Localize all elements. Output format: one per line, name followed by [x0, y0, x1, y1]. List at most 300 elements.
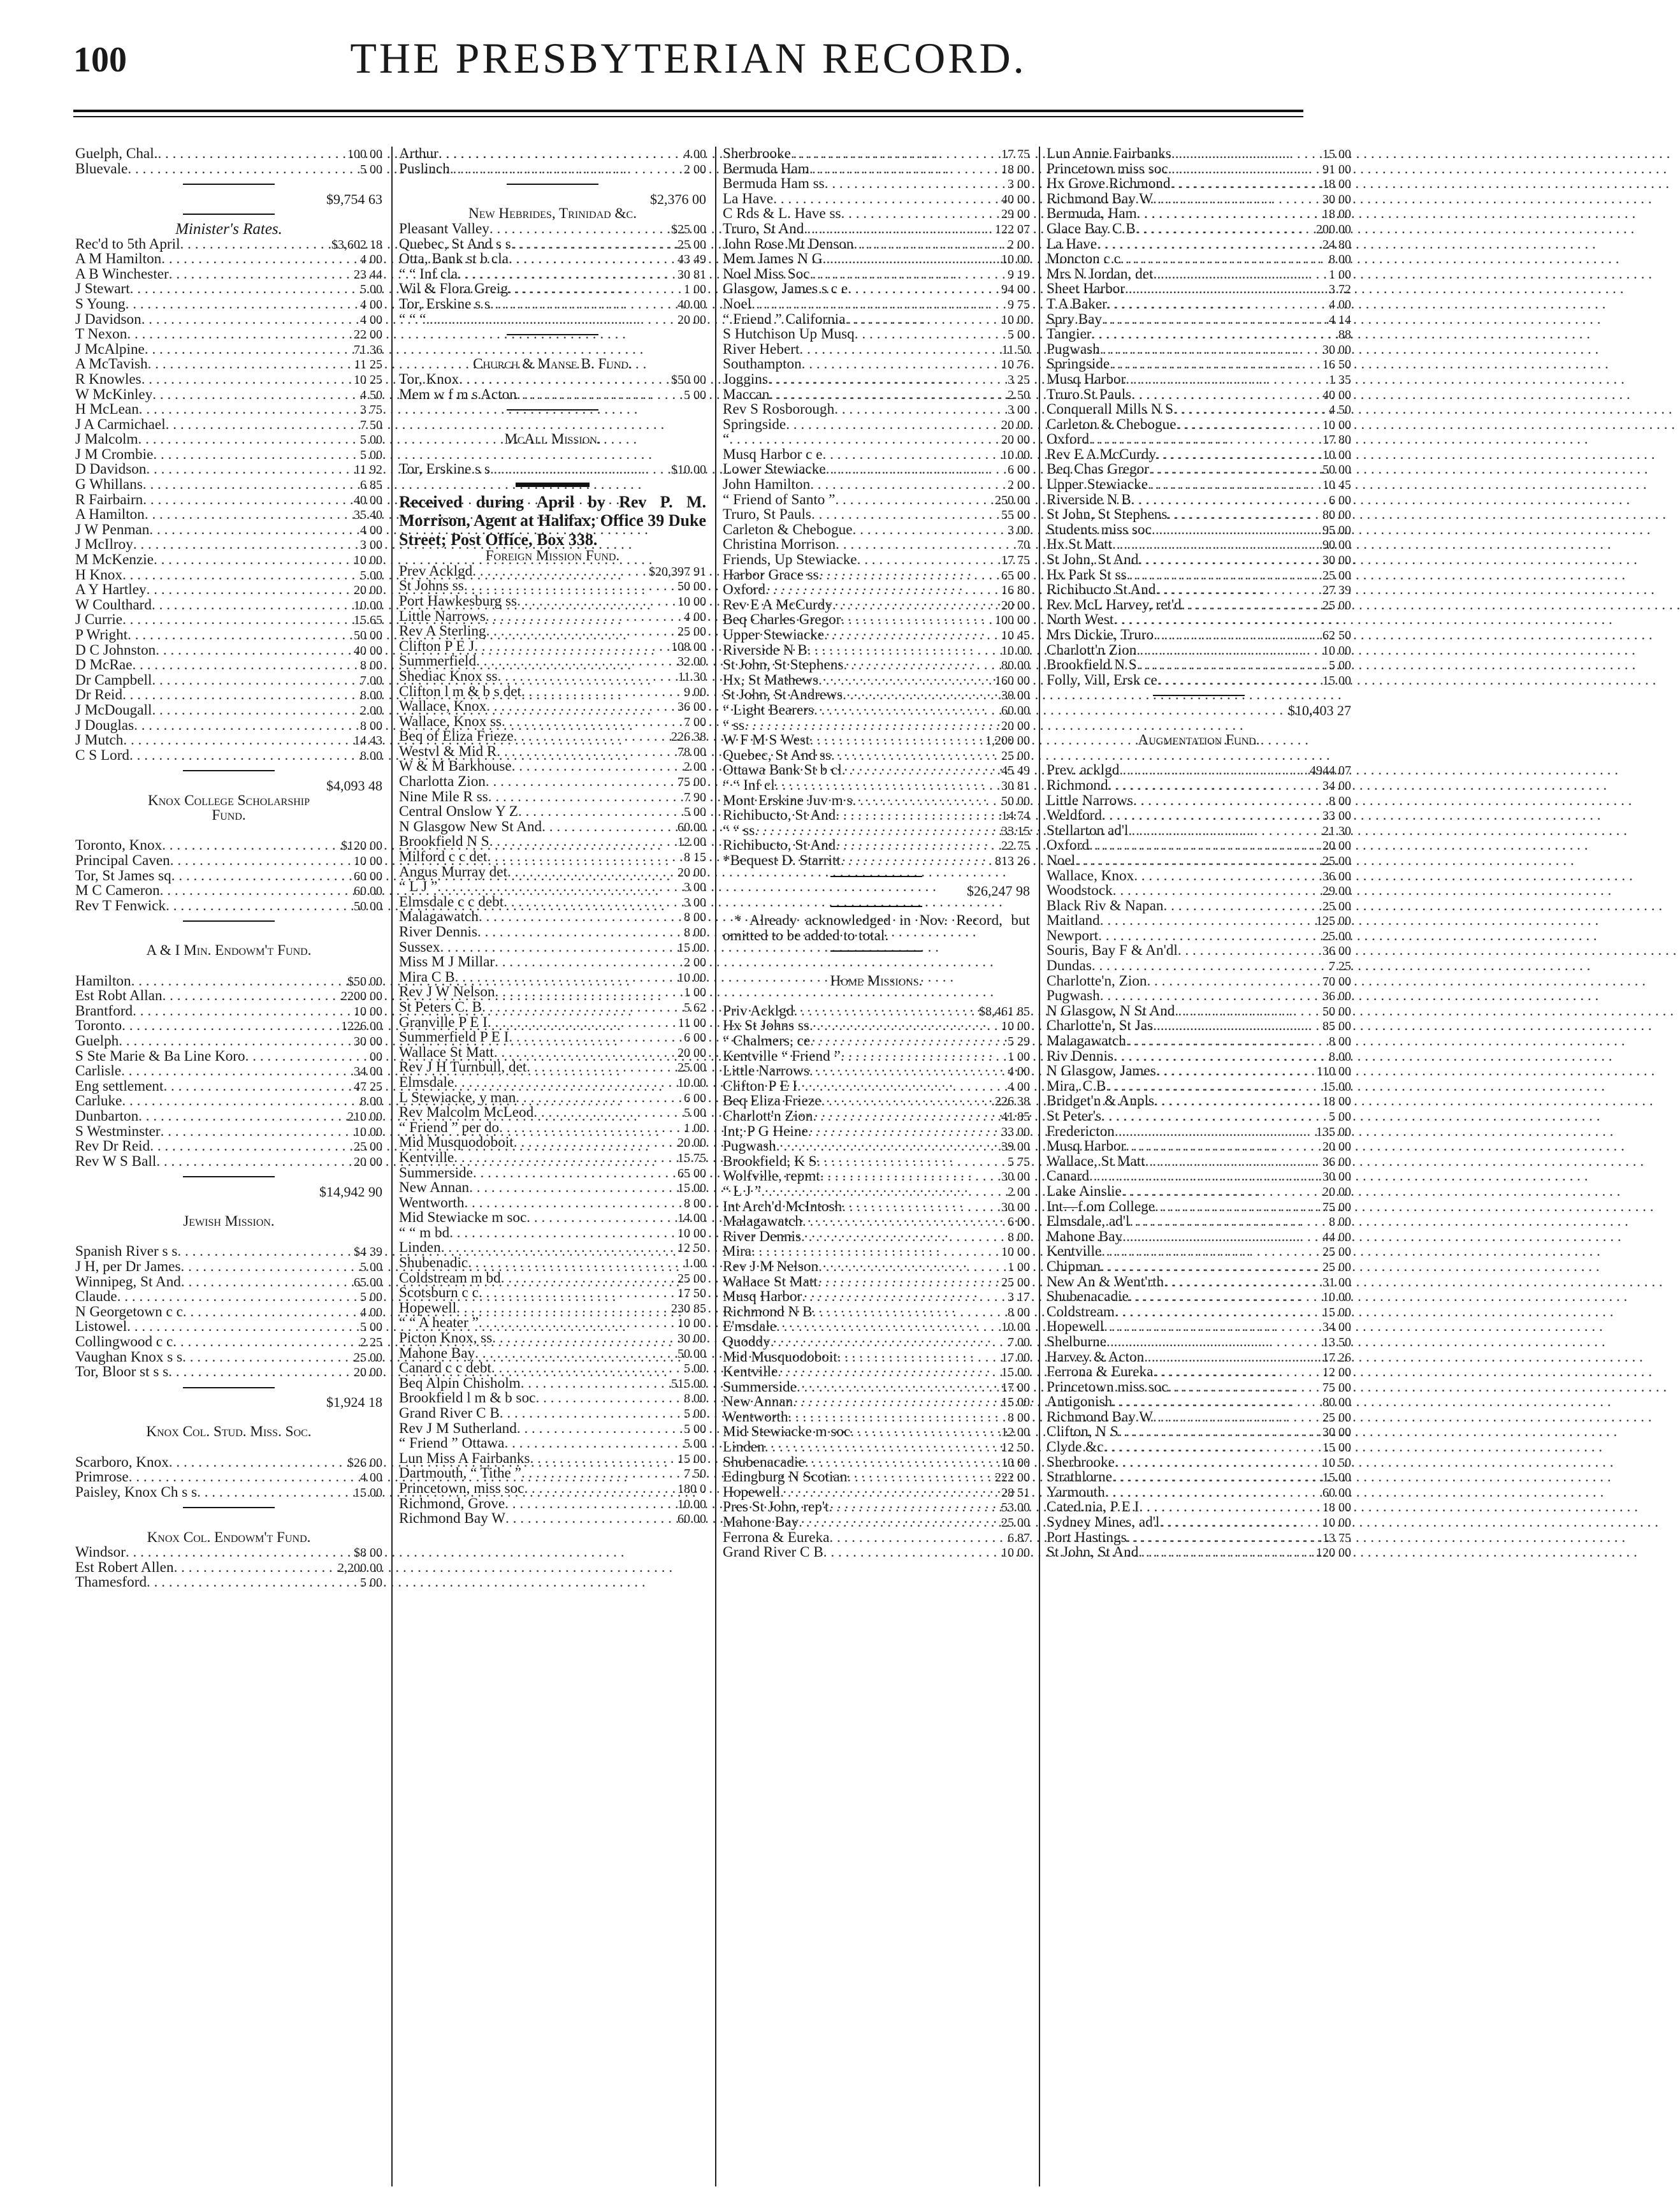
ledger-entry — [723, 1485, 1030, 1501]
entry-amount: 30 00 — [1001, 1200, 1030, 1214]
entry-label: S Ste Marie & Ba Line Koro — [75, 1047, 245, 1065]
entry-amount: 18 00 — [1322, 1501, 1351, 1515]
ledger-entry — [1046, 553, 1351, 568]
ledger-entry — [723, 388, 1030, 403]
entry-label: Kentville — [1046, 1243, 1102, 1260]
leader-dots — [1167, 507, 1322, 523]
leader-dots — [805, 1455, 1001, 1471]
entry-amount: 1 35 — [1329, 372, 1351, 387]
entry-label: C S Lord — [75, 746, 130, 764]
entry-amount: 20 00 — [677, 312, 706, 327]
ledger-entry — [1046, 1169, 1351, 1184]
entry-label: “ Friend ” per do — [399, 1119, 500, 1136]
ledger-entry — [723, 778, 1030, 794]
ledger-entry — [75, 1455, 382, 1471]
leader-dots — [122, 688, 360, 703]
entry-label: Truro, St Pauls — [723, 506, 811, 523]
entry-label: Antigonish — [1046, 1393, 1113, 1411]
entry-label: Pugwash — [1046, 340, 1100, 358]
ledger-entry — [75, 1275, 382, 1290]
leader-dots — [1091, 327, 1338, 342]
entry-amount: 25 00 — [1322, 854, 1351, 868]
entry-amount: 55 00 — [1001, 508, 1030, 523]
entry-amount: 16 50 — [1322, 358, 1351, 372]
leader-dots — [123, 733, 354, 748]
entry-label: Richmond — [1046, 776, 1108, 794]
entry-label: Malagawatch — [723, 1213, 802, 1230]
entry-label: “ Friend ” California — [723, 310, 846, 328]
entry-amount: 10 00 — [677, 1497, 706, 1511]
leader-dots — [788, 1410, 1008, 1425]
ledger-entry — [75, 1019, 382, 1034]
entry-label: “ L J ” — [723, 1182, 762, 1200]
entry-label: Wallace, Knox ss — [399, 713, 502, 730]
entry-amount: 30 81 — [1001, 778, 1030, 793]
entry-amount: 10 50 — [1322, 1455, 1351, 1470]
agent-notice: Received during April by Rev P. M. Morrison, Agent at Halifax; Office 39 Duke Street; Post Office, Box 338. — [399, 492, 706, 549]
entry-label: Miss M J Millar — [399, 954, 495, 971]
entry-label: Elmsdale — [399, 1073, 454, 1091]
entry-label: “ “ Inf cl — [723, 776, 775, 794]
entry-amount: 94 00 — [1001, 282, 1030, 297]
leader-dots — [1101, 1109, 1329, 1124]
leader-dots — [141, 312, 360, 328]
entry-amount: 12 00 — [677, 835, 706, 850]
entry-amount: 18 00 — [1001, 162, 1030, 177]
entry-amount: 1,200 00 — [985, 734, 1030, 748]
ledger-entry — [75, 1109, 382, 1124]
ledger-entry — [1046, 493, 1351, 508]
ledger-entry — [1046, 808, 1351, 824]
ledger-entry — [399, 1406, 706, 1421]
entry-label: Spry Bay — [1046, 310, 1102, 328]
ledger-entry — [723, 402, 1030, 418]
ledger-entry — [1046, 1184, 1351, 1200]
entry-amount: 50 00 — [354, 629, 382, 643]
entry-label: Rev E A McCurdy — [1046, 446, 1156, 463]
leader-dots — [791, 147, 1001, 162]
leader-dots — [802, 357, 1001, 372]
leader-dots — [122, 1094, 360, 1109]
entry-label: Malagawatch — [1046, 1033, 1126, 1050]
leader-dots — [1156, 447, 1322, 463]
ledger-entry — [1046, 147, 1351, 162]
leader-dots — [832, 598, 1001, 613]
ledger-entry — [1046, 507, 1351, 523]
entry-amount: 20 00 — [677, 1136, 706, 1151]
entry-label: Milford c c det — [399, 848, 488, 866]
entry-label: Newport — [1046, 927, 1099, 944]
leader-dots — [786, 418, 1001, 433]
entry-label: Truro, St And — [723, 220, 804, 237]
ledger-entry — [723, 297, 1030, 312]
entry-amount: 10 45 — [1322, 478, 1351, 493]
entry-label: Clifton l m & b s det — [399, 683, 521, 700]
ledger-entry — [75, 342, 382, 358]
entry-label: Wentworth — [723, 1408, 788, 1425]
entry-amount: 4 00 — [360, 1305, 382, 1320]
leader-dots — [799, 342, 1001, 358]
entry-label: Hamilton — [75, 972, 131, 989]
ledger-entry — [723, 1290, 1030, 1305]
entry-label: Summerfield — [399, 653, 477, 670]
entry-label: Int—f.om College — [1046, 1198, 1155, 1215]
leader-dots — [1089, 432, 1322, 447]
leader-dots — [139, 402, 360, 418]
entry-label: Pleasant Valley — [399, 220, 489, 237]
entry-amount: 20 00 — [1322, 1184, 1351, 1199]
entry-label: A McTavish — [75, 356, 148, 373]
page-number: 100 — [73, 40, 127, 80]
leader-dots — [489, 834, 677, 850]
leader-dots — [836, 537, 1017, 553]
entry-label: New Annan — [399, 1179, 470, 1196]
ledger-entry — [723, 267, 1030, 282]
entry-amount: 25 00 — [1322, 929, 1351, 943]
entry-label: Rev Dr Reid — [75, 1138, 150, 1155]
entry-label: S Westminster — [75, 1123, 161, 1140]
ledger-entry — [75, 883, 382, 899]
entry-amount: 8 00 — [1329, 1215, 1351, 1230]
leader-dots — [509, 1030, 684, 1045]
entry-label: “ Chalmers, ce — [723, 1033, 811, 1050]
entry-label: Little Narrows — [723, 1063, 809, 1080]
leader-dots — [197, 1485, 354, 1501]
ledger-entry — [723, 824, 1030, 839]
entry-label: Elmsdale, ad'l — [1046, 1213, 1130, 1230]
leader-dots — [171, 869, 354, 884]
leader-dots — [1122, 1184, 1322, 1200]
leader-dots — [131, 974, 347, 989]
ledger-entry — [723, 568, 1030, 583]
leader-dots — [500, 1406, 684, 1421]
leader-dots — [517, 388, 684, 403]
entry-amount: 10 76 — [1001, 358, 1030, 372]
leader-dots — [841, 613, 995, 628]
ledger-entry — [75, 1004, 382, 1019]
leader-dots — [426, 312, 677, 328]
entry-amount: 15 00 — [354, 1485, 382, 1500]
entry-amount: 50 00 — [1322, 463, 1351, 477]
entry-label: Harbor Grace ss — [723, 566, 819, 583]
entry-label: Friends, Up Stewiacke — [723, 551, 857, 569]
entry-amount: 14 00 — [677, 1211, 706, 1226]
ledger-entry — [399, 834, 706, 850]
ledger-entry — [1046, 297, 1351, 312]
leader-dots — [824, 628, 1001, 643]
entry-label: Woodstock — [1046, 882, 1113, 899]
ledger-entry — [723, 1184, 1030, 1200]
entry-amount: 65 00 — [677, 1166, 706, 1181]
leader-dots — [823, 252, 1002, 267]
section-rule — [723, 943, 1030, 959]
entry-amount: 6 85 — [360, 478, 382, 493]
entry-label: W Coulthard — [75, 596, 152, 613]
ledger-entry — [399, 1331, 706, 1346]
spacer — [75, 1200, 382, 1215]
entry-amount: 36 00 — [1322, 944, 1351, 959]
entry-label: Bermuda Ham ss — [723, 175, 825, 193]
leader-dots — [829, 1500, 1002, 1515]
entry-label: Granville P E I — [399, 1014, 488, 1031]
leader-dots — [454, 1075, 677, 1091]
ledger-entry — [723, 1079, 1030, 1094]
entry-label: Picton Knox, ss — [399, 1330, 493, 1347]
section-total: $9,754 63 — [326, 191, 382, 207]
entry-label: W & M Barkhouse — [399, 758, 512, 775]
entry-label: Canard — [1046, 1168, 1089, 1185]
ledger-entry — [75, 388, 382, 403]
leader-dots — [145, 507, 354, 523]
ledger-entry — [399, 267, 706, 282]
entry-label: Mid Stewiacke m soc — [399, 1209, 527, 1226]
entry-label: Central Onslow Y Z — [399, 803, 518, 820]
ledger-entry — [723, 808, 1030, 824]
ledger-entry — [1046, 177, 1351, 192]
entry-label: P Wright — [75, 627, 128, 643]
entry-amount: 50 00 — [677, 579, 706, 594]
ledger-entry — [75, 1485, 382, 1501]
entry-label: Mira — [723, 1243, 752, 1260]
ledger-entry — [1046, 899, 1351, 914]
entry-label: A Y Hartley — [75, 581, 147, 599]
leader-dots — [503, 895, 684, 910]
ledger-entry — [75, 1260, 382, 1275]
ledger-entry — [75, 507, 382, 523]
entry-label: Lower Stewiacke — [723, 461, 826, 478]
leader-dots — [831, 748, 1001, 764]
entry-amount: 12 50 — [1001, 1441, 1030, 1455]
column-2 — [399, 147, 706, 2186]
entry-label: Riverside N B — [723, 641, 807, 658]
leader-dots — [812, 1305, 1008, 1320]
entry-label: Est Robert Allen — [75, 1559, 174, 1576]
leader-dots — [173, 1335, 360, 1350]
entry-amount: 15 00 — [1322, 1079, 1351, 1094]
entry-amount: 75 00 — [1322, 1200, 1351, 1214]
leader-dots — [807, 643, 1001, 658]
entry-amount: 70 00 — [1322, 974, 1351, 989]
leader-dots — [1154, 1094, 1322, 1109]
leader-dots — [514, 729, 671, 745]
ledger-entry — [723, 372, 1030, 388]
ledger-entry — [1046, 1365, 1351, 1380]
ledger-entry — [399, 462, 706, 477]
leader-dots — [122, 568, 360, 583]
entry-label: Mem w f m s Acton — [399, 386, 517, 403]
leader-dots — [1173, 402, 1329, 418]
leader-dots — [477, 925, 684, 940]
ledger-entry — [723, 418, 1030, 433]
ledger-entry — [1046, 583, 1351, 598]
entry-label: Glasgow, James s c e — [723, 280, 848, 298]
entry-amount: 75 00 — [1322, 1380, 1351, 1395]
entry-label: Bridget'n & Anpls — [1046, 1093, 1155, 1110]
entry-amount: 15 00 — [1322, 673, 1351, 688]
entry-amount: 24 80 — [1322, 237, 1351, 252]
entry-label: Malagawatch — [399, 908, 479, 926]
entry-label: Beq Charles Gregor — [723, 611, 841, 629]
entry-label: Shubenacadie — [1046, 1288, 1129, 1305]
entry-amount: 25 00 — [1001, 1275, 1030, 1290]
entry-amount: 12 50 — [677, 1241, 706, 1256]
leader-dots — [163, 989, 341, 1004]
entry-amount: 36 00 — [677, 700, 706, 715]
leader-dots — [490, 297, 677, 312]
ledger-entry — [399, 1000, 706, 1015]
entry-label: R Fairbairn — [75, 491, 143, 508]
leader-dots — [811, 507, 1001, 523]
leader-dots — [1177, 418, 1323, 433]
ledger-entry — [723, 1214, 1030, 1230]
ledger-entry — [399, 850, 706, 865]
section-rule — [75, 207, 382, 222]
entry-label: Hx, St Mathews — [723, 671, 819, 688]
entry-label: Arthur — [399, 145, 438, 162]
leader-dots — [1134, 869, 1322, 884]
ledger-entry — [723, 447, 1030, 463]
entry-amount: 30 00 — [1322, 192, 1351, 207]
entry-amount: 40 00 — [354, 643, 382, 658]
entry-label: Quebec, St And ss — [723, 746, 832, 764]
entry-label: Clifton P E J — [399, 637, 475, 655]
entry-label: Princetown miss soc — [1046, 160, 1168, 177]
header-rule-thick — [73, 110, 1303, 112]
entry-label: Pugwash — [723, 1138, 776, 1155]
leader-dots — [1108, 778, 1322, 794]
ledger-entry — [1046, 432, 1351, 447]
entry-amount: 8 00 — [1329, 794, 1351, 808]
ledger-entry — [75, 1350, 382, 1365]
ledger-entry — [1046, 1395, 1351, 1410]
entry-amount: 10 00 — [354, 1124, 382, 1139]
leader-dots — [853, 237, 1008, 252]
entry-amount: 10 00 — [1001, 1455, 1030, 1470]
entry-amount: 25 00 — [1001, 748, 1030, 763]
entry-label: Ferrona & Eureka — [1046, 1363, 1154, 1381]
ledger-entry — [399, 1181, 706, 1196]
entry-amount: 33 00 — [1322, 809, 1351, 824]
entry-amount: 2 25 — [360, 1335, 382, 1349]
entry-label: Souris, Bay F & An'dl — [1046, 942, 1178, 959]
entry-amount: 813 26 — [995, 854, 1030, 868]
entry-amount: 2 00 — [684, 162, 706, 177]
entry-label: J Douglas — [75, 716, 134, 734]
leader-dots — [486, 699, 677, 715]
ledger-entry — [723, 733, 1030, 748]
ledger-entry — [1046, 447, 1351, 463]
entry-label: Hopewell — [399, 1299, 457, 1316]
leader-dots — [437, 880, 684, 895]
entry-label: Rev S Rosborough — [723, 401, 835, 418]
ledger-entry — [75, 237, 382, 252]
spacer — [1046, 748, 1351, 764]
entry-label: Quoddy — [723, 1333, 771, 1350]
leader-dots — [524, 1481, 677, 1497]
ledger-entry — [723, 763, 1030, 778]
leader-dots — [458, 267, 677, 282]
leader-dots — [809, 733, 985, 748]
entry-amount: 4 50 — [360, 388, 382, 402]
ledger-entry — [399, 1015, 706, 1031]
ledger-entry — [75, 838, 382, 854]
entry-label: Oxford — [1046, 431, 1089, 448]
ledger-entry — [399, 940, 706, 956]
entry-amount: 20 00 — [354, 1154, 382, 1169]
entry-label: S Hutchison Up Musq — [723, 326, 855, 343]
leader-dots — [148, 357, 354, 372]
entry-label: Conquerall Mills N S — [1046, 401, 1174, 418]
entry-label: N Georgetown c c — [75, 1303, 183, 1320]
section-heading: Home Missions. — [830, 972, 923, 989]
entry-label: *Bequest D. Starritt — [723, 852, 841, 869]
entry-label: Tor, Erskine s s — [399, 295, 490, 312]
ledger-entry — [1046, 1500, 1351, 1515]
entry-label: J McDougall — [75, 701, 152, 718]
ledger-entry — [1046, 1049, 1351, 1065]
leader-dots — [126, 297, 360, 312]
entry-label: Dr Campbell — [75, 671, 152, 688]
ledger-entry — [1046, 462, 1351, 477]
entry-label: Moncton c c — [1046, 251, 1120, 268]
ledger-entry — [1046, 523, 1351, 538]
section-rule — [723, 869, 1030, 884]
entry-amount: 25 00 — [354, 1140, 382, 1154]
ledger-entry — [75, 989, 382, 1004]
entry-amount: 50 00 — [1322, 1004, 1351, 1019]
entry-label: Princetown, miss soc — [399, 1480, 525, 1497]
ledger-entry — [399, 1391, 706, 1406]
leader-dots — [1075, 854, 1322, 869]
ledger-entry — [399, 1286, 706, 1301]
leader-dots — [488, 790, 684, 805]
entry-label: Mid Stewiacke m soc — [723, 1423, 851, 1441]
entry-label: J A Carmichael — [75, 416, 166, 433]
ledger-entry — [399, 312, 706, 328]
ledger-entry — [399, 297, 706, 312]
entry-label: Mrs N Jordan, det — [1046, 265, 1154, 282]
leader-dots — [797, 1079, 1008, 1094]
entry-label: Brookfield l m & b soc — [399, 1390, 536, 1407]
ledger-entry — [723, 1320, 1030, 1335]
entry-amount: 28 51 — [1001, 1485, 1030, 1500]
entry-label: La Have — [723, 190, 774, 207]
entry-amount: 15 00 — [677, 940, 706, 955]
leader-dots — [1107, 297, 1329, 312]
entry-amount: $26 00 — [347, 1455, 382, 1470]
entry-amount: 10 00 — [677, 1316, 706, 1331]
leader-dots — [476, 654, 677, 669]
leader-dots — [1127, 568, 1322, 583]
leader-dots — [1131, 493, 1329, 508]
entry-label: Mrs Dickie, Truro — [1046, 627, 1154, 643]
leader-dots — [793, 1004, 979, 1019]
entry-label: St John, St Stephens — [723, 657, 844, 674]
entry-label: J W Penman — [75, 521, 150, 538]
entry-label: St John, St Andrews — [723, 687, 843, 704]
leader-dots — [1153, 1019, 1322, 1034]
entry-amount: 12 00 — [1001, 1425, 1030, 1440]
entry-amount: 5 00 — [684, 388, 706, 402]
ledger-entry — [723, 342, 1030, 358]
leader-dots — [1127, 1530, 1322, 1546]
ledger-entry — [75, 1094, 382, 1109]
ledger-entry — [1046, 1260, 1351, 1275]
entry-amount: 10 00 — [1001, 1019, 1030, 1034]
entry-label: Mid Musquodoboit — [723, 1348, 837, 1365]
ledger-entry — [1046, 778, 1351, 794]
leader-dots — [521, 1376, 671, 1392]
